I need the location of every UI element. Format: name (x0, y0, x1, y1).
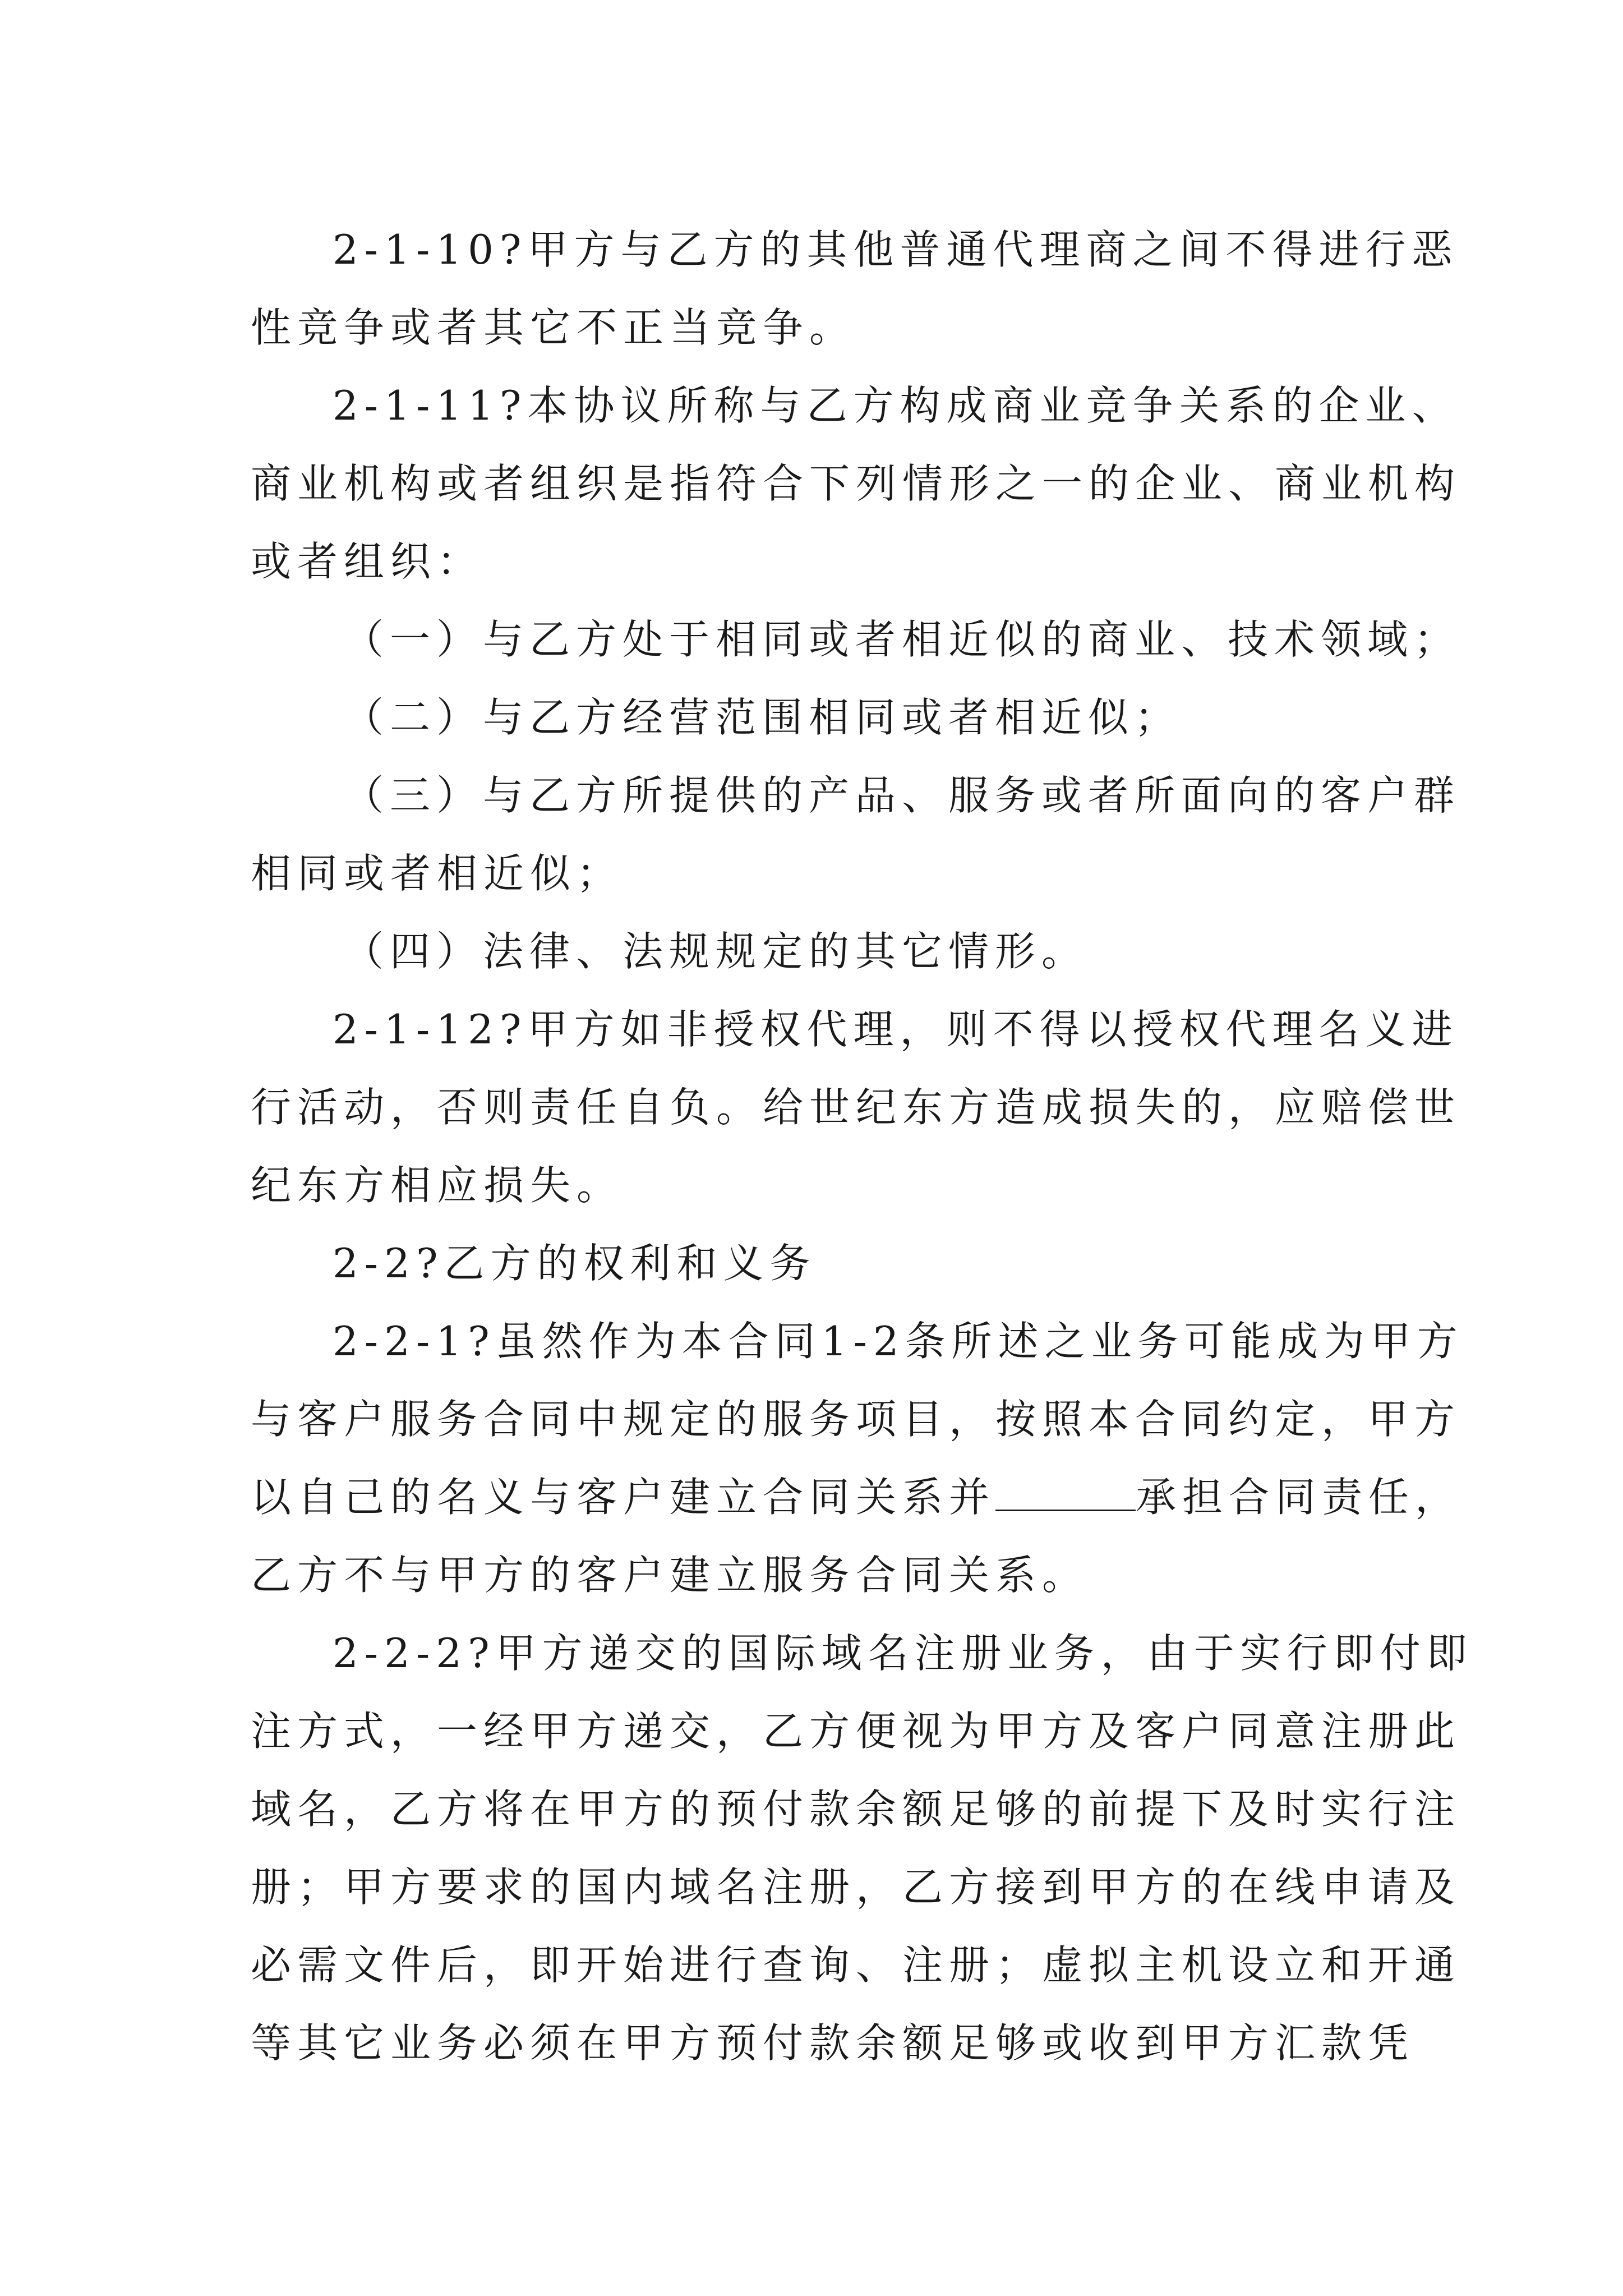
clause-2-2-2-line-4: 册；甲方要求的国内域名注册，乙方接到甲方的在线申请及 (251, 1864, 1461, 1911)
clause-2-1-12-line-1: 2-1-12?甲方如非授权代理，则不得以授权代理名义进 (333, 1006, 1459, 1053)
clause-2-1-10-line-2: 性竞争或者其它不正当竞争。 (251, 304, 856, 351)
clause-2-2-1-line-4: 乙方不与甲方的客户建立服务合同关系。 (251, 1552, 1089, 1599)
clause-2-2-1-line-3-before: 以自己的名义与客户建立合同关系并 (251, 1474, 996, 1521)
list-item-4: （四）法律、法规规定的其它情形。 (343, 928, 1089, 975)
clause-2-2-1-line-2: 与客户服务合同中规定的服务项目，按照本合同约定，甲方 (251, 1396, 1461, 1443)
clause-2-2-2-line-3: 域名，乙方将在甲方的预付款余额足够的前提下及时实行注 (251, 1786, 1461, 1833)
clause-2-2-2-line-6: 等其它业务必须在甲方预付款余额足够或收到甲方汇款凭 (251, 2019, 1415, 2067)
clause-2-2-2-line-5: 必需文件后，即开始进行查询、注册；虚拟主机设立和开通 (251, 1941, 1461, 1989)
clause-2-2-1-line-3-after: 承担合同责任， (1136, 1474, 1462, 1521)
section-2-2-heading: 2-2?乙方的权利和义务 (333, 1240, 817, 1287)
list-item-1: （一）与乙方处于相同或者相近似的商业、技术领域； (343, 616, 1461, 663)
clause-2-2-2-line-1: 2-2-2?甲方递交的国际域名注册业务，由于实行即付即 (333, 1630, 1473, 1677)
list-item-2: （二）与乙方经营范围相同或者相近似； (343, 694, 1182, 741)
clause-2-2-1-line-1: 2-2-1?虽然作为本合同1-2条所述之业务可能成为甲方 (333, 1318, 1464, 1365)
clause-2-1-12-line-2: 行活动，否则责任自负。给世纪东方造成损失的，应赔偿世 (251, 1084, 1461, 1131)
clause-2-2-2-line-2: 注方式，一经甲方递交，乙方便视为甲方及客户同意注册此 (251, 1708, 1461, 1755)
clause-2-1-11-line-3: 或者组织： (251, 538, 484, 585)
list-item-3-line-2: 相同或者相近似； (251, 850, 624, 897)
clause-2-1-10-line-1: 2-1-10?甲方与乙方的其他普通代理商之间不得进行恶 (333, 226, 1459, 273)
list-item-3-line-1: （三）与乙方所提供的产品、服务或者所面向的客户群 (343, 772, 1461, 819)
clause-2-2-1-line-3 (251, 1458, 1462, 1536)
fill-in-blank (995, 1475, 1136, 1511)
clause-2-1-12-line-3: 纪东方相应损失。 (251, 1162, 624, 1209)
document-body (251, 211, 1473, 2082)
clause-2-1-11-line-1: 2-1-11?本协议所称与乙方构成商业竞争关系的企业、 (333, 382, 1459, 429)
clause-2-1-11-line-2: 商业机构或者组织是指符合下列情形之一的企业、商业机构 (251, 460, 1461, 507)
